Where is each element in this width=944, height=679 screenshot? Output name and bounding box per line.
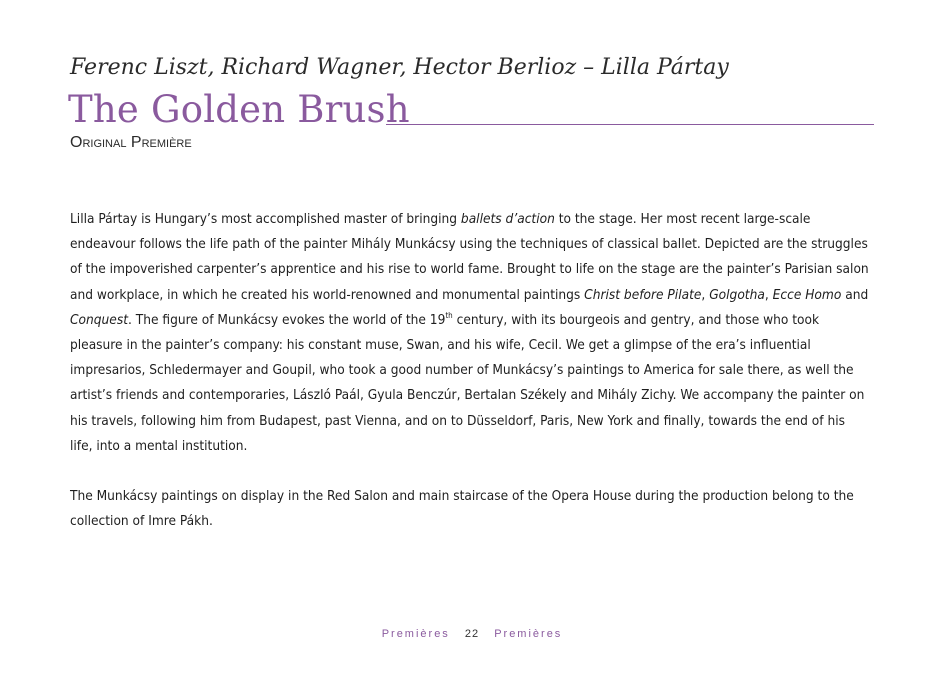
emphasis-ballets: ballets d’action bbox=[460, 211, 555, 227]
title-rule bbox=[386, 124, 874, 125]
text-run: Lilla Pártay is Hungary’s most accomplished master of bringing bbox=[70, 211, 461, 227]
emphasis-ecce-homo: Ecce Homo bbox=[772, 286, 842, 303]
article-body bbox=[70, 207, 870, 534]
text-run: and bbox=[841, 286, 869, 303]
page-number: 22 bbox=[464, 628, 480, 640]
title-block bbox=[68, 88, 874, 134]
text-run: century, with its bourgeois and gentry, and those who took pleasure in the painter’s company: his constant muse, Swan, and his wife, Cecil. We get a glimpse of the era’s influential impresarios, Schledermayer and Goupil, who took a good number of Munkácsy’s paintings to America for sale there, as well the artist’s friends and contemporaries, László Paál, Gyula Benczúr, Bertalan Székely and Mihály Zichy. We accompany the painter on his travels, following him from Budapest, past Vienna, and on to Düsseldorf, Paris, New York and finally, towards the end of his life, into a mental institution. bbox=[70, 311, 865, 454]
text-run: , bbox=[701, 286, 710, 303]
page-footer bbox=[0, 628, 944, 640]
composers-line: Ferenc Liszt, Richard Wagner, Hector Berlioz – Lilla Pártay bbox=[70, 55, 729, 80]
page-title: The Golden Brush bbox=[68, 88, 410, 131]
footer-section-left: Premières bbox=[381, 628, 450, 640]
page-subtitle: Original Première bbox=[70, 134, 192, 151]
paragraph-2: The Munkácsy paintings on display in the Red Salon and main staircase of the Opera House during the production belong to the collection of Imre Pákh. bbox=[70, 488, 854, 530]
emphasis-christ-before-pilate: Christ before Pilate bbox=[584, 286, 702, 303]
emphasis-golgotha: Golgotha bbox=[709, 286, 765, 303]
text-run: . The figure of Munkácsy evokes the world of the 19 bbox=[128, 311, 446, 328]
footer-section-right: Premières bbox=[494, 628, 563, 640]
text-run: to the stage. Her most recent large-scale endeavour follows the life path of the painter Mihály Munkácsy using the techniques of classical ballet. Depicted are the struggles of the impoverished carpenter’s apprentice and his rise to world fame. Brought to life on the stage are the painter’s Parisian salon and workplace, in which he created his world-renowned and monumental paintings bbox=[70, 211, 869, 303]
paragraph-1 bbox=[70, 207, 870, 459]
emphasis-conquest: Conquest bbox=[70, 311, 128, 328]
superscript-th: th bbox=[445, 310, 453, 320]
text-run: , bbox=[764, 286, 773, 303]
